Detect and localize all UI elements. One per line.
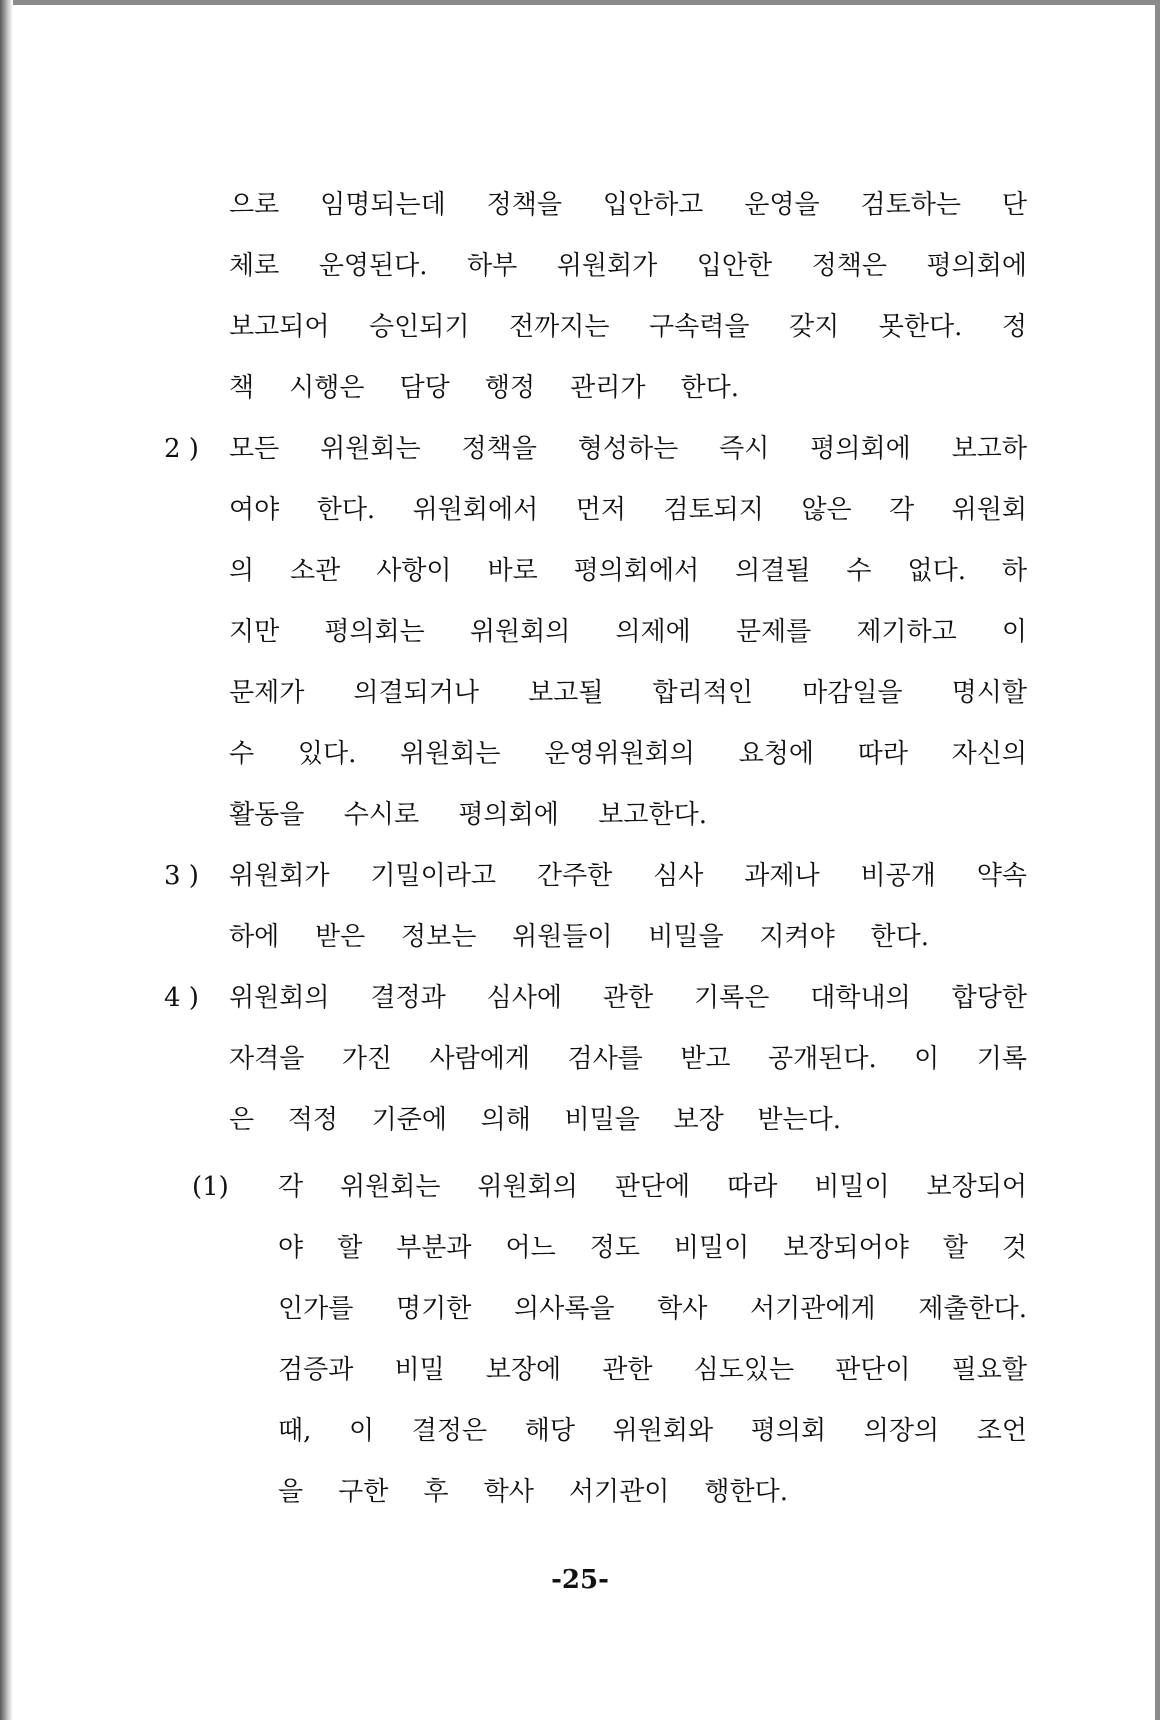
- text-line: [229, 1098, 841, 1142]
- text-line: [229, 488, 1027, 532]
- page-left-edge: [0, 0, 13, 1720]
- text-line-content: 의 소관 사항이 바로 평의회에서 의결될 수 없다. 하: [229, 556, 1027, 586]
- text-line-content: 은 적정 기준에 의해 비밀을 보장 받는다.: [229, 1105, 841, 1135]
- text-line-content: 자격을 가진 사람에게 검사를 받고 공개된다. 이 기록: [229, 1044, 1027, 1074]
- text-line: [229, 671, 1027, 715]
- text-line-content: 위원회가 기밀이라고 간주한 심사 과제나 비공개 약속: [229, 861, 1027, 891]
- text-line: [229, 1037, 1027, 1081]
- text-line: [229, 793, 707, 837]
- text-line-content: 체로 운영된다. 하부 위원회가 입안한 정책은 평의회에: [229, 251, 1027, 281]
- text-line: [278, 1348, 1027, 1392]
- text-line: [229, 183, 1027, 227]
- text-line-content: 각 위원회는 위원회의 판단에 따라 비밀이 보장되어: [278, 1172, 1027, 1202]
- text-line-content: 여야 한다. 위원회에서 먼저 검토되지 않은 각 위원회: [229, 495, 1027, 525]
- list-item-number: 3 ): [164, 861, 199, 891]
- text-line-content: 활동을 수시로 평의회에 보고한다.: [229, 800, 707, 830]
- text-line: [229, 427, 1027, 471]
- text-line-content: 야 할 부분과 어느 정도 비밀이 보장되어야 할 것: [278, 1233, 1027, 1263]
- text-line-content: 하에 받은 정보는 위원들이 비밀을 지켜야 한다.: [229, 922, 929, 952]
- page-number: -25-: [551, 1565, 609, 1595]
- sub-list-item-number: (1): [192, 1172, 229, 1202]
- text-line: [229, 915, 929, 959]
- text-line-content: 보고되어 승인되기 전까지는 구속력을 갖지 못한다. 정: [229, 312, 1027, 342]
- text-line: [278, 1470, 788, 1514]
- text-line-content: 인가를 명기한 의사록을 학사 서기관에게 제출한다.: [278, 1294, 1027, 1324]
- list-item-number: 4 ): [164, 983, 199, 1013]
- text-line: [229, 976, 1027, 1020]
- text-line-content: 위원회의 결정과 심사에 관한 기록은 대학내의 합당한: [229, 983, 1027, 1013]
- text-line: [229, 366, 739, 410]
- page-right-edge: [1155, 0, 1160, 1720]
- text-line: [278, 1409, 1027, 1453]
- text-line-content: 문제가 의결되거나 보고될 합리적인 마감일을 명시할: [229, 678, 1027, 708]
- text-line: [278, 1287, 1027, 1331]
- text-line: [229, 610, 1027, 654]
- list-item-number: 2 ): [164, 434, 199, 464]
- text-line-content: 모든 위원회는 정책을 형성하는 즉시 평의회에 보고하: [229, 434, 1027, 464]
- text-line: [278, 1226, 1027, 1270]
- text-line: [229, 305, 1027, 349]
- text-line: [278, 1165, 1027, 1209]
- text-line-content: 검증과 비밀 보장에 관한 심도있는 판단이 필요할: [278, 1355, 1027, 1385]
- text-line: [229, 244, 1027, 288]
- text-line: [229, 549, 1027, 593]
- text-line: [229, 732, 1027, 776]
- page-top-edge: [0, 0, 1160, 5]
- text-line: [229, 854, 1027, 898]
- text-line-content: 수 있다. 위원회는 운영위원회의 요청에 따라 자신의: [229, 739, 1027, 769]
- text-line-content: 을 구한 후 학사 서기관이 행한다.: [278, 1477, 788, 1507]
- text-line-content: 책 시행은 담당 행정 관리가 한다.: [229, 373, 739, 403]
- text-line-content: 으로 임명되는데 정책을 입안하고 운영을 검토하는 단: [229, 190, 1027, 220]
- text-line-content: 지만 평의회는 위원회의 의제에 문제를 제기하고 이: [229, 617, 1027, 647]
- text-line-content: 때, 이 결정은 해당 위원회와 평의회 의장의 조언: [278, 1416, 1027, 1446]
